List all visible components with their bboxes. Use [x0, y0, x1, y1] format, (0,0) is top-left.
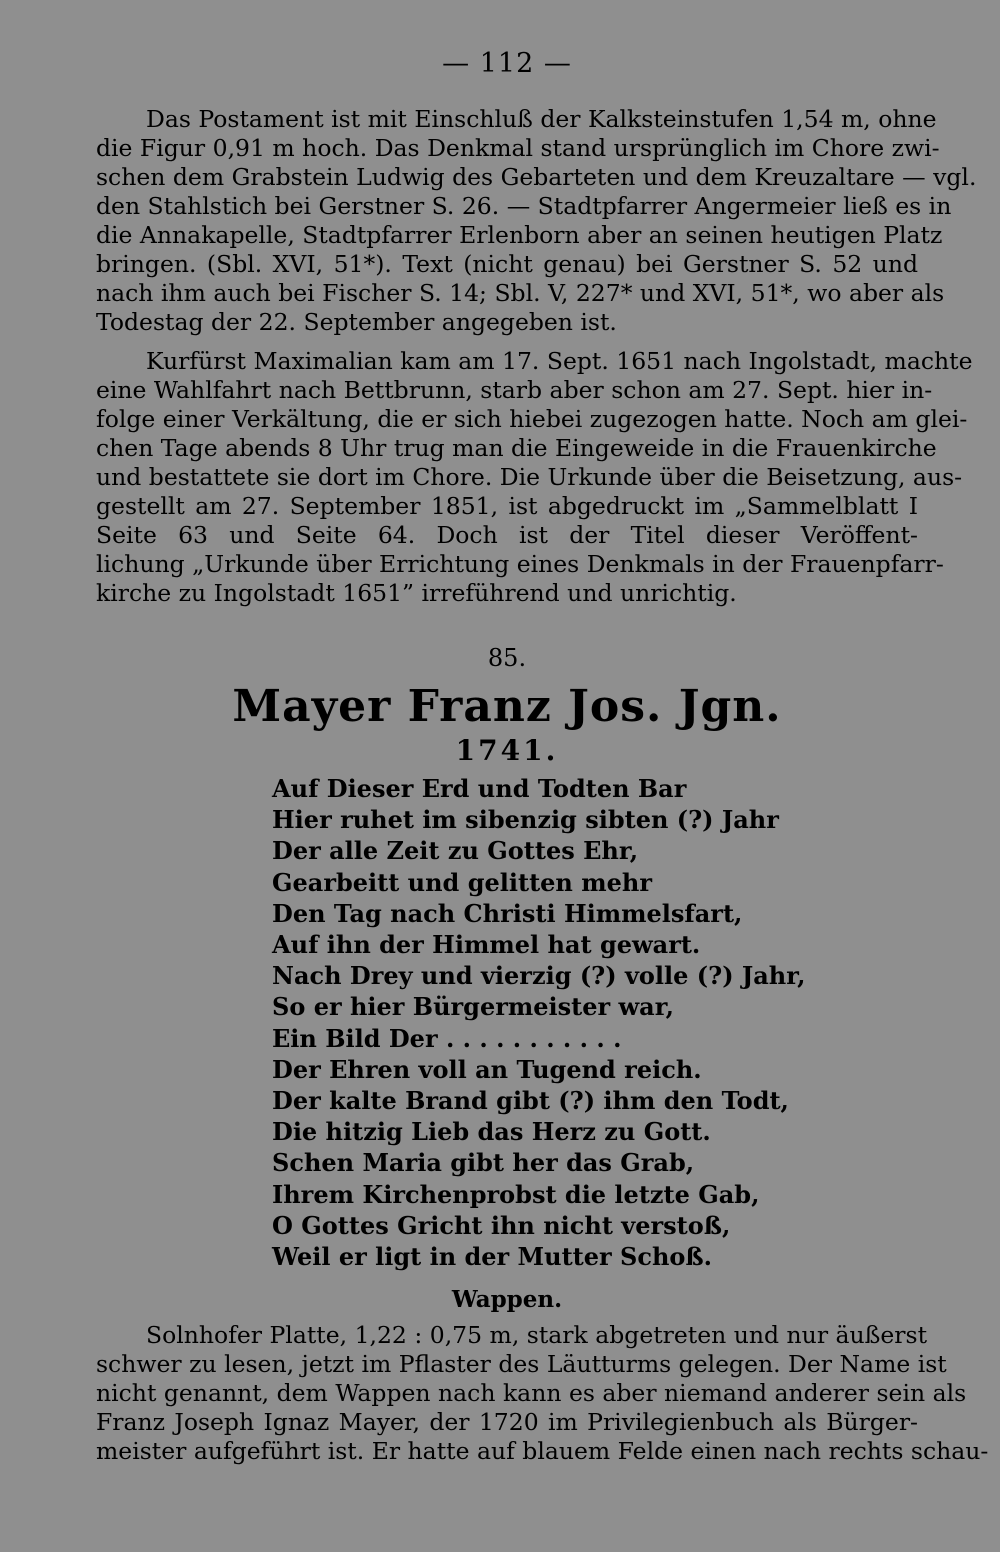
text-line: Franz Joseph Ignaz Mayer, der 1720 im Privilegienbuch als Bürger- [96, 1408, 918, 1437]
page-number: — 112 — [442, 48, 572, 79]
text-line: Kurfürst Maximalian kam am 17. Sept. 1651 nach Ingolstadt, machte [146, 347, 973, 375]
poem-line: Der kalte Brand gibt (?) ihm den Todt, [272, 1086, 789, 1116]
poem-line: O Gottes Gricht ihn nicht verstoß, [272, 1210, 731, 1240]
paragraph-solnhofer [96, 1321, 989, 1466]
paragraph-kurfuerst [96, 347, 973, 608]
poem-line: Ihrem Kirchenprobst die letzte Gab, [272, 1179, 760, 1209]
wappen-heading: Wappen. [451, 1286, 563, 1314]
paragraph-postament [96, 105, 977, 337]
text-line: chen Tage abends 8 Uhr trug man die Eingeweide in die Frauenkirche [96, 434, 937, 462]
epitaph-poem [272, 773, 918, 1272]
text-line: Seite 63 und Seite 64. Doch ist der Titel dieser Veröffent- [96, 521, 918, 549]
poem-line: Der Ehren voll an Tugend reich. [272, 1054, 702, 1084]
text-line: lichung „Urkunde über Errichtung eines Denkmals in der Frauenpfarr- [96, 550, 944, 578]
text-line: Todestag der 22. September angegeben ist. [96, 308, 617, 336]
poem-line: Ein Bild Der . . . . . . . . . . . [272, 1023, 622, 1053]
poem-line: Schen Maria gibt her das Grab, [272, 1148, 695, 1178]
text-line: bringen. (Sbl. XVI, 51*). Text (nicht genau) bei Gerstner S. 52 und [96, 250, 918, 278]
text-line: den Stahlstich bei Gerstner S. 26. — Stadtpfarrer Angermeier ließ es in [96, 192, 952, 220]
text-line: nicht genannt, dem Wappen nach kann es aber niemand anderer sein als [96, 1379, 967, 1408]
text-line: schen dem Grabstein Ludwig des Gebarteten und dem Kreuzaltare — vgl. [96, 163, 977, 191]
text-line: die Figur 0,91 m hoch. Das Denkmal stand ursprünglich im Chore zwi- [96, 134, 940, 162]
text-line: gestellt am 27. September 1851, ist abgedruckt im „Sammelblatt I [96, 492, 918, 520]
poem-line: Die hitzig Lieb das Herz zu Gott. [272, 1117, 711, 1147]
text-line: Das Postament ist mit Einschluß der Kalksteinstufen 1,54 m, ohne [146, 105, 937, 133]
poem-line: Hier ruhet im sibenzig sibten (?) Jahr [272, 805, 779, 835]
text-line: meister aufgeführt ist. Er hatte auf blauem Felde einen nach rechts schau- [96, 1437, 989, 1466]
poem-line: Weil er ligt in der Mutter Schoß. [272, 1242, 713, 1272]
poem-line: Auf Dieser Erd und Todten Bar [272, 774, 687, 803]
document-page [96, 40, 989, 1530]
section-number: 85. [487, 644, 527, 672]
text-line: eine Wahlfahrt nach Bettbrunn, starb aber schon am 27. Sept. hier in- [96, 376, 933, 404]
text-line: folge einer Verkältung, die er sich hiebei zugezogen hatte. Noch am glei- [96, 405, 968, 433]
text-line: und bestattete sie dort im Chore. Die Urkunde über die Beisetzung, aus- [96, 463, 963, 491]
text-line: schwer zu lesen, jetzt im Pflaster des Läutturms gelegen. Der Name ist [96, 1350, 947, 1379]
poem-line: Den Tag nach Christi Himmelsfart, [272, 898, 743, 928]
text-line: kirche zu Ingolstadt 1651” irreführend und unrichtig. [96, 579, 737, 607]
poem-line: Auf ihn der Himmel hat gewart. [272, 930, 701, 960]
poem-line: Gearbeitt und gelitten mehr [272, 867, 652, 897]
text-line: die Annakapelle, Stadtpfarrer Erlenborn aber an seinen heutigen Platz [96, 221, 943, 249]
poem-line: So er hier Bürgermeister war, [272, 992, 674, 1022]
poem-line: Der alle Zeit zu Gottes Ehr, [272, 836, 639, 866]
poem-line: Nach Drey und vierzig (?) volle (?) Jahr, [272, 961, 806, 991]
text-line: nach ihm auch bei Fischer S. 14; Sbl. V, 227* und XVI, 51*, wo aber als [96, 279, 945, 307]
section-year: 1741. [455, 734, 559, 767]
section-title: Mayer Franz Jos. Jgn. [232, 681, 782, 732]
text-line: Solnhofer Platte, 1,22 : 0,75 m, stark abgetreten und nur äußerst [146, 1321, 928, 1350]
